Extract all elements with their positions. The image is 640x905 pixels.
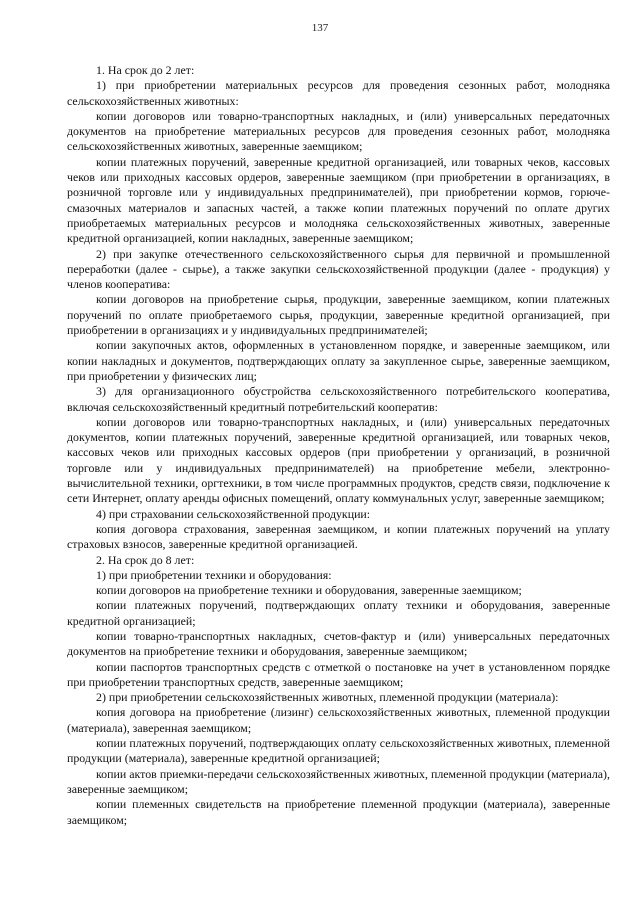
paragraph-11: копия договора страхования, заверенная заемщиком, и копии платежных поручений на уплату страховых взносов, заверенные кредитной организацией. [67,521,610,552]
paragraph-3: копии договоров или товарно-транспортных накладных, и (или) универсальных передаточных документов на приобретение материальных ресурсов для проведения сезонных работ, молодняка сельскохозяйственных животных, заверенные заемщиком; [67,108,610,154]
paragraph-16: копии товарно-транспортных накладных, счетов-фактур и (или) универсальных передаточных документов на приобретение техники и оборудования, заверенные заемщиком; [67,628,610,659]
paragraph-2: 1) при приобретении материальных ресурсов для проведения сезонных работ, молодняка сельскохозяйственных животных: [67,78,610,108]
paragraph-15: копии платежных поручений, подтверждающих оплату техники и оборудования, заверенные кредитной организацией; [67,598,610,628]
paragraph-6: копии договоров на приобретение сырья, продукции, заверенные заемщиком, копии платежных поручений по оплате приобретаемого сырья, продукции, заверенные кредитной организацией, при приобретении в организациях и у индивидуальных предпринимателей; [67,292,610,338]
paragraph-18: 2) при приобретении сельскохозяйственных животных, племенной продукции (материала): [96,690,559,705]
paragraph-10: 4) при страховании сельскохозяйственной продукции: [96,506,371,521]
paragraph-22: копии племенных свидетельств на приобретение племенной продукции (материала), заверенные заемщиком; [67,797,610,827]
paragraph-19: копия договора на приобретение (лизинг) сельскохозяйственных животных, племенной продукции (материала), заверенная заемщиком; [67,705,610,735]
paragraph-7: копии закупочных актов, оформленных в установленном порядке, и заверенные заемщиком, или копии накладных и документов, подтверждающих оплату за закупленное сырье, заверенные заемщиком, при приобретении у физических лиц; [67,338,610,383]
paragraph-21: копии актов приемки-передачи сельскохозяйственных животных, племенной продукции (материала), заверенные заемщиком; [67,766,610,796]
paragraph-1: 1. На срок до 2 лет: [96,63,195,77]
paragraph-5: 2) при закупке отечественного сельскохозяйственного сырья для первичной и промышленной переработки (далее - сырье), а также закупки сельскохозяйственной продукции (далее - продукция) у членов кооператива: [67,246,610,292]
paragraph-4: копии платежных поручений, заверенные кредитной организацией, или товарных чеков, кассовых чеков или приходных кассовых ордеров, заверенные заемщиком (при приобретении в организациях, в розничной торговле или у индивидуальных предпринимателей), при приобретении кормов, горюче-смазочных материалов и запасных частей, а также копии платежных поручений по оплате других приобретаемых материальных ресурсов и молодняка сельскохозяйственных животных, заверенные кредитной организацией, копии накладных, заверенные заемщиком; [67,154,610,246]
paragraph-9: копии договоров или товарно-транспортных накладных, и (или) универсальных передаточных документов, копии платежных поручений, заверенные кредитной организацией, или товарных чеков, кассовых чеков или приходных кассовых ордеров (при приобретении у организаций, в розничной торговле или у индивидуальных предпринимателей) на приобретение мебели, электронно-вычислительной техники, оргтехники, в том числе программных продуктов, средств связи, подключение к сети Интернет, оплату аренды офисных помещений, оплату коммунальных услуг, заверенные заемщиком; [67,414,610,506]
paragraph-8: 3) для организационного обустройства сельскохозяйственного потребительского кооператива, включая сельскохозяйственный кредитный потребительский кооператив: [67,384,610,414]
paragraph-17: копии паспортов транспортных средств с отметкой о постановке на учет в установленном порядке при приобретении транспортных средств, заверенные заемщиком; [67,659,610,689]
paragraph-14: копии договоров на приобретение техники и оборудования, заверенные заемщиком; [96,583,522,598]
document-body [67,63,610,828]
paragraph-13: 1) при приобретении техники и оборудования: [96,567,332,582]
page-number: 137 [311,22,329,34]
paragraph-20: копии платежных поручений, подтверждающих оплату сельскохозяйственных животных, племенной продукции (материала), заверенные кредитной организацией; [67,736,610,766]
paragraph-12: 2. На срок до 8 лет: [96,552,195,567]
